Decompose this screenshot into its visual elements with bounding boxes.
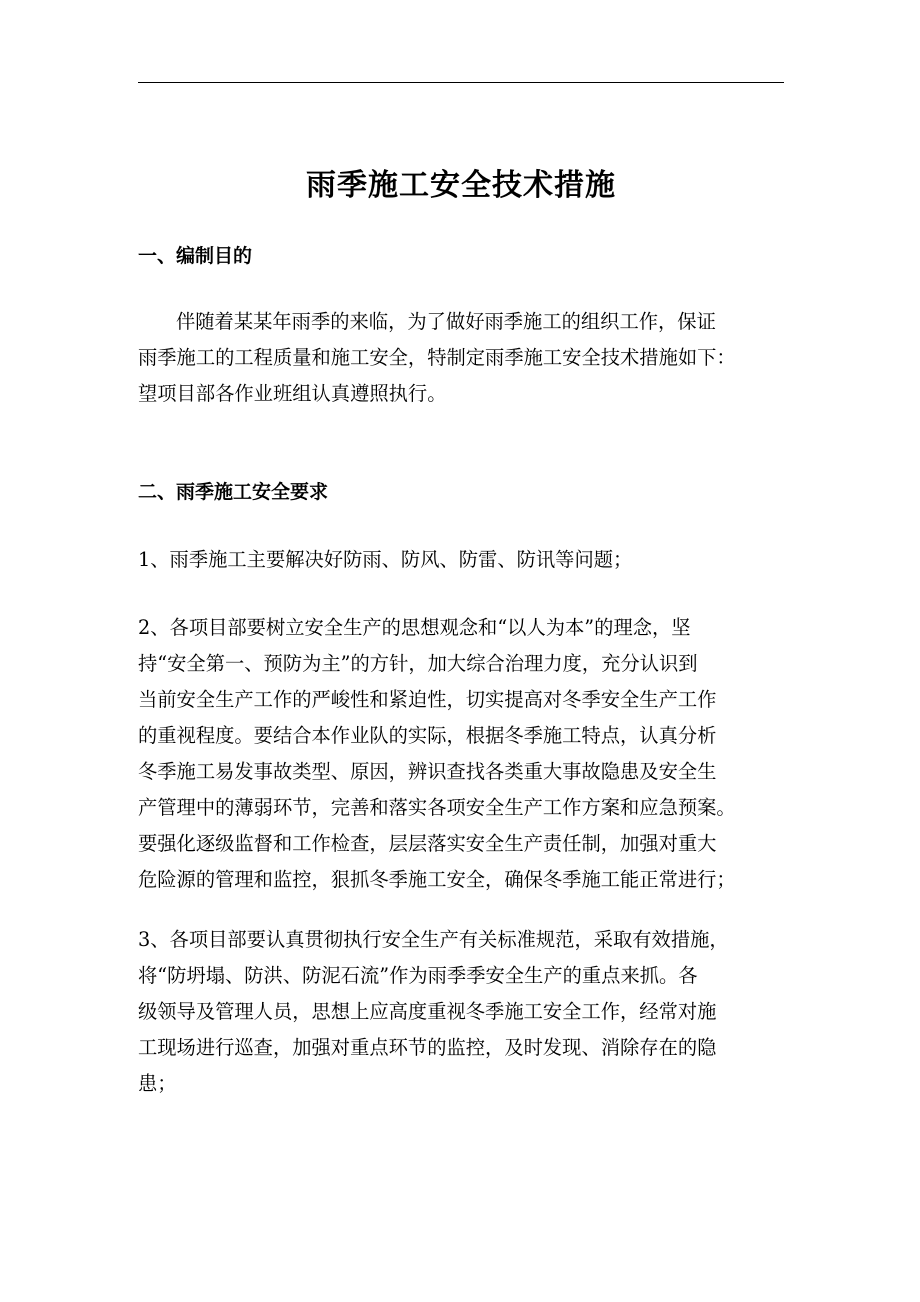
paragraph-line: 工现场进行巡查，加强对重点环节的监控，及时发现、消除存在的隐 bbox=[138, 1036, 717, 1059]
paragraph-line: 当前安全生产工作的严峻性和紧迫性，切实提高对冬季安全生产工作 bbox=[138, 688, 717, 711]
purpose-paragraph bbox=[138, 304, 784, 412]
document-title: 雨季施工安全技术措施 bbox=[306, 168, 616, 203]
header-rule bbox=[138, 82, 784, 83]
paragraph-line: 1、雨季施工主要解决好防雨、防风、防雷、防讯等问题； bbox=[138, 548, 633, 571]
paragraph-line: 危险源的管理和监控，狠抓冬季施工安全，确保冬季施工能正常进行； bbox=[138, 868, 736, 891]
paragraph-line: 冬季施工易发事故类型、原因，辨识查找各类重大事故隐患及安全生 bbox=[138, 760, 717, 783]
paragraph-line: 伴随着某某年雨季的来临，为了做好雨季施工的组织工作，保证 bbox=[176, 310, 716, 333]
requirement-item-3 bbox=[138, 922, 784, 1102]
paragraph-line: 雨季施工的工程质量和施工安全，特制定雨季施工安全技术措施如下： bbox=[138, 346, 736, 369]
paragraph-line: 持“安全第一、预防为主”的方针，加大综合治理力度，充分认识到 bbox=[138, 652, 698, 675]
paragraph-line: 2、各项目部要树立安全生产的思想观念和“以人为本”的理念，坚 bbox=[138, 616, 691, 639]
paragraph-line: 的重视程度。要结合本作业队的实际，根据冬季施工特点，认真分析 bbox=[138, 724, 717, 747]
section-heading-purpose: 一、编制目的 bbox=[138, 245, 253, 267]
paragraph-line: 将“防坍塌、防洪、防泥石流”作为雨季季安全生产的重点来抓。各 bbox=[138, 964, 698, 987]
requirement-item-1 bbox=[138, 542, 784, 578]
requirement-item-2 bbox=[138, 610, 784, 898]
paragraph-line: 产管理中的薄弱环节，完善和落实各项安全生产工作方案和应急预案。 bbox=[138, 796, 736, 819]
section-heading-requirements: 二、雨季施工安全要求 bbox=[138, 481, 329, 503]
paragraph-line: 3、各项目部要认真贯彻执行安全生产有关标准规范，采取有效措施， bbox=[138, 928, 729, 951]
paragraph-line: 望项目部各作业班组认真遵照执行。 bbox=[138, 382, 447, 405]
paragraph-line: 要强化逐级监督和工作检查，层层落实安全生产责任制，加强对重大 bbox=[138, 832, 717, 855]
paragraph-line: 级领导及管理人员，思想上应高度重视冬季施工安全工作，经常对施 bbox=[138, 1000, 717, 1023]
paragraph-line: 患； bbox=[138, 1072, 177, 1095]
